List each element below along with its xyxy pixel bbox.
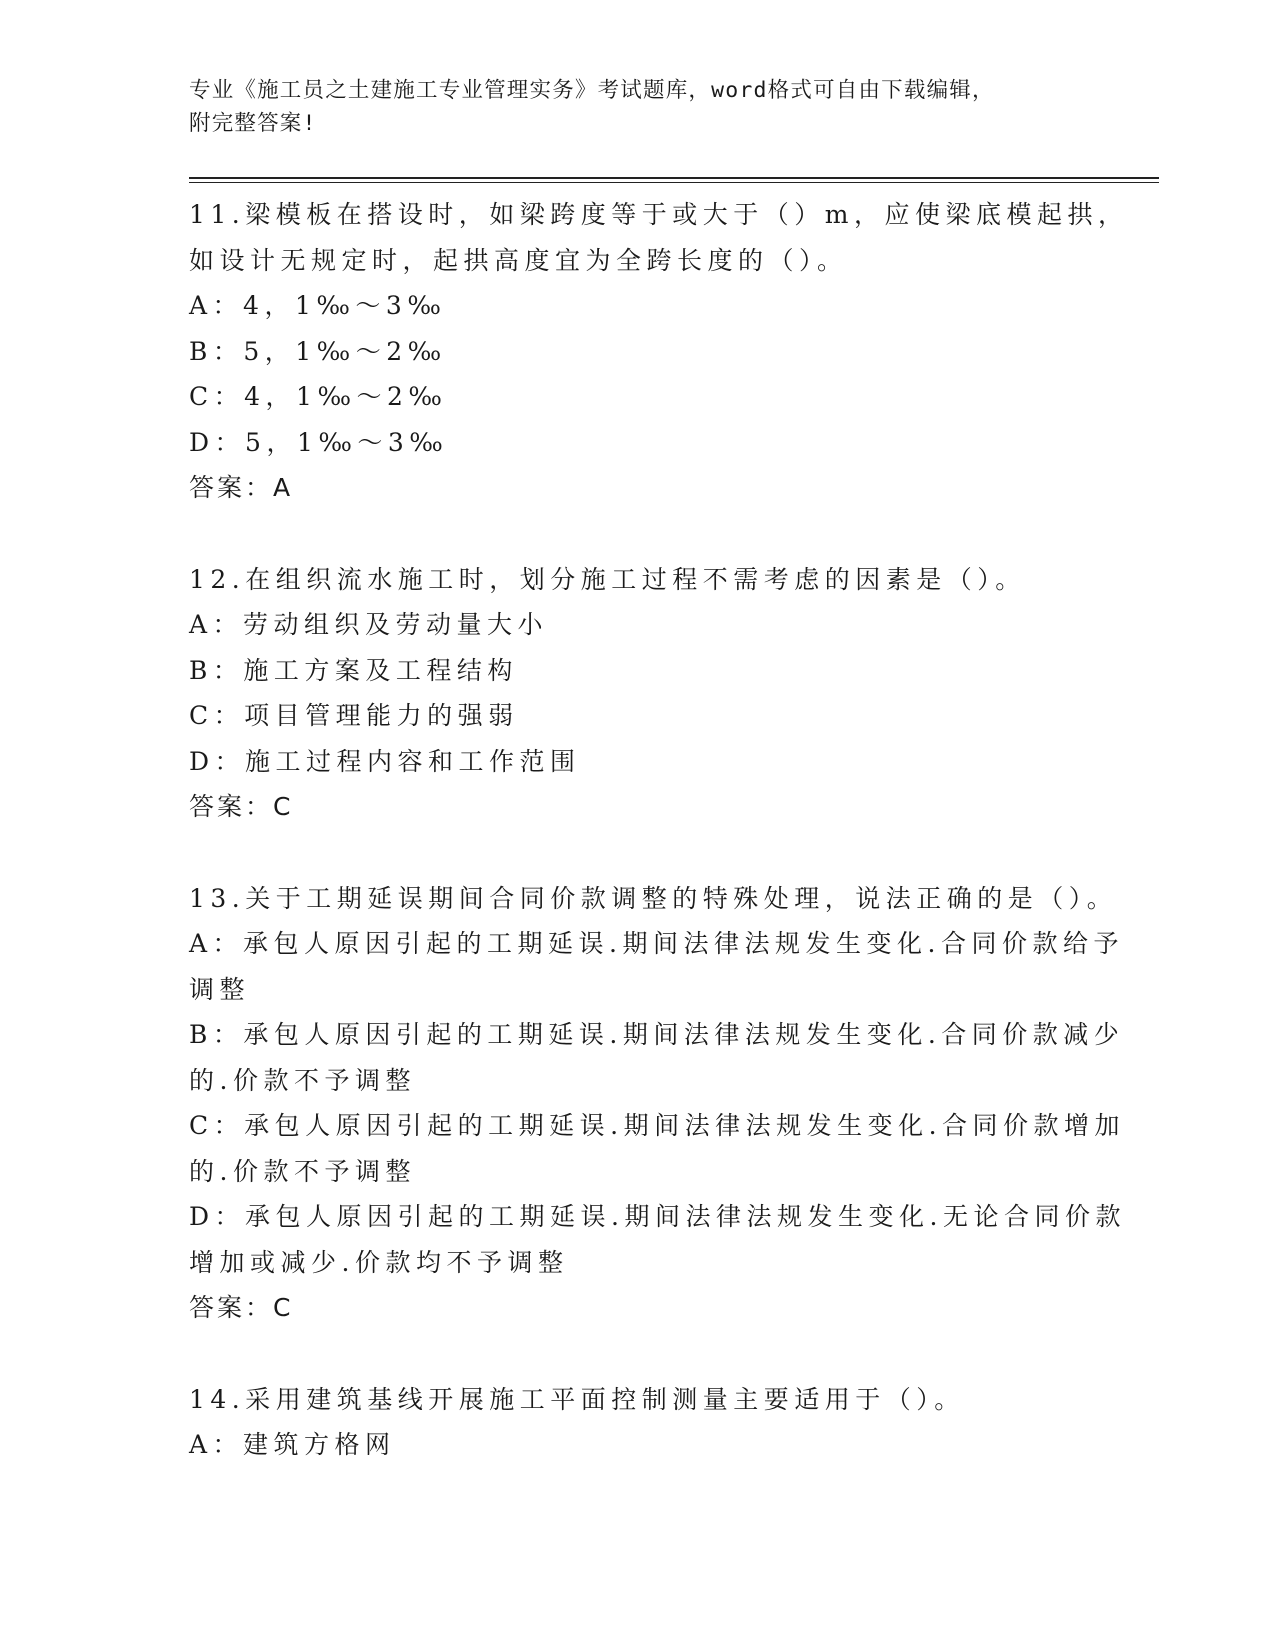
question-list <box>189 192 1129 1468</box>
option-d-continued: 增加或减少.价款均不予调整 <box>189 1247 569 1277</box>
option-d: D：5，1‰～3‰ <box>189 427 449 457</box>
question-13 <box>189 876 1126 1331</box>
question-stem-line: 12.在组织流水施工时，划分施工过程不需考虑的因素是（）。 <box>189 564 1026 594</box>
header-line-2: 附完整答案! <box>189 111 317 136</box>
question-stem-line: 11.梁模板在搭设时，如梁跨度等于或大于（）m，应使梁底模起拱， <box>189 200 1129 229</box>
document-header <box>189 74 1069 140</box>
option-c: C：项目管理能力的强弱 <box>189 701 519 730</box>
question-stem-line: 13.关于工期延误期间合同价款调整的特殊处理，说法正确的是（）。 <box>189 883 1118 913</box>
answer: 答案：C <box>189 792 294 821</box>
question-14 <box>189 1377 1089 1468</box>
option-d: D：承包人原因引起的工期延误.期间法律法规发生变化.无论合同价款 <box>189 1202 1126 1231</box>
header-divider-thick <box>189 177 1159 179</box>
option-b: B：5，1‰～2‰ <box>189 336 447 366</box>
option-c-continued: 的.价款不予调整 <box>189 1156 416 1186</box>
header-line-1: 专业《施工员之土建施工专业管理实务》考试题库，word格式可自由下载编辑， <box>189 78 995 103</box>
spacer <box>189 830 1089 876</box>
option-a: A：建筑方格网 <box>189 1430 396 1459</box>
option-d: D：施工过程内容和工作范围 <box>189 746 581 776</box>
option-c: C：4，1‰～2‰ <box>189 382 448 411</box>
option-b-continued: 的.价款不予调整 <box>189 1065 416 1095</box>
option-c: C：承包人原因引起的工期延误.期间法律法规发生变化.合同价款增加 <box>189 1111 1126 1140</box>
question-stem-line: 14.采用建筑基线开展施工平面控制测量主要适用于（）。 <box>189 1384 965 1414</box>
question-11 <box>189 192 1129 511</box>
option-a-continued: 调整 <box>189 974 251 1004</box>
spacer <box>189 1331 1089 1377</box>
spacer <box>189 511 1089 557</box>
option-b: B：承包人原因引起的工期延误.期间法律法规发生变化.合同价款减少 <box>189 1020 1125 1049</box>
option-a: A：承包人原因引起的工期延误.期间法律法规发生变化.合同价款给予 <box>189 929 1124 958</box>
option-a: A：4，1‰～3‰ <box>189 291 447 320</box>
option-b: B：施工方案及工程结构 <box>189 655 518 685</box>
question-stem-line: 如设计无规定时，起拱高度宜为全跨长度的（）。 <box>189 245 848 275</box>
answer: 答案：C <box>189 1293 294 1322</box>
question-12 <box>189 557 1089 830</box>
option-a: A：劳动组织及劳动量大小 <box>189 610 549 639</box>
answer: 答案：A <box>189 473 294 502</box>
header-divider-thin <box>189 182 1159 183</box>
